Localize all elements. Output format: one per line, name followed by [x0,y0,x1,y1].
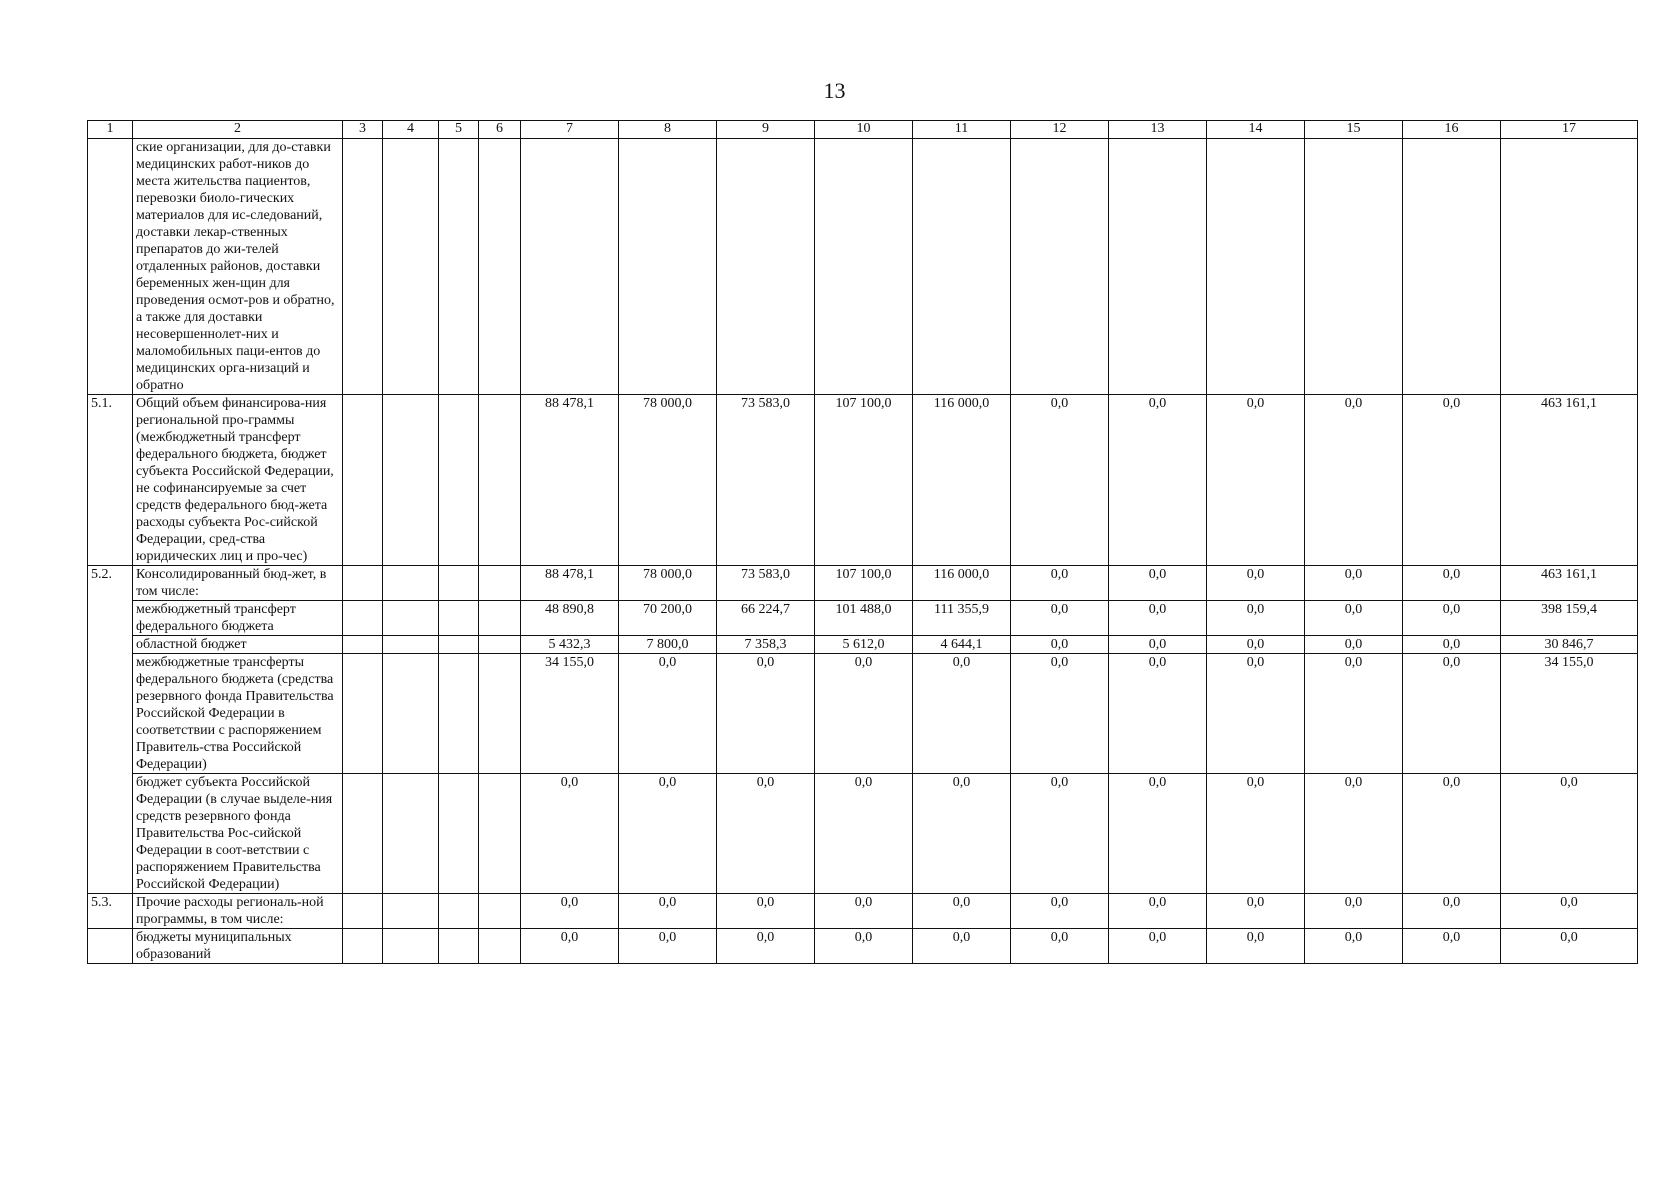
value-cell: 0,0 [913,929,1011,964]
empty-cell [439,774,479,894]
value-cell [717,139,815,395]
value-cell: 0,0 [1403,774,1501,894]
value-cell: 0,0 [1011,601,1109,636]
value-cell: 48 890,8 [521,601,619,636]
column-number-cell: 4 [383,121,439,139]
budget-table [87,120,1638,964]
empty-cell [383,636,439,654]
value-cell [1011,139,1109,395]
column-number-cell: 14 [1207,121,1305,139]
value-cell: 0,0 [815,774,913,894]
value-cell [913,139,1011,395]
value-cell: 0,0 [1011,929,1109,964]
value-cell: 101 488,0 [815,601,913,636]
empty-cell [383,139,439,395]
column-number-cell: 2 [133,121,343,139]
row-description-cell: межбюджетный трансферт федерального бюджета [133,601,343,636]
column-number-cell: 15 [1305,121,1403,139]
value-cell: 0,0 [619,894,717,929]
value-cell: 4 644,1 [913,636,1011,654]
value-cell: 0,0 [1011,395,1109,566]
value-cell: 0,0 [815,929,913,964]
empty-cell [343,566,383,601]
value-cell: 0,0 [1207,774,1305,894]
column-number-cell: 5 [439,121,479,139]
table-row [88,395,1638,566]
empty-cell [479,395,521,566]
value-cell: 0,0 [1207,929,1305,964]
value-cell [619,139,717,395]
row-description-cell: Общий объем финансирова-ния региональной про-граммы (межбюджетный трансферт федерального бюджета, бюджет субъекта Российской Федерации, не софинансируемые за счет средств федерального бюд-жета расходы субъекта Рос-сийской Федерации, сред-ства юридических лиц и про-чес) [133,395,343,566]
empty-cell [479,601,521,636]
value-cell: 0,0 [1109,601,1207,636]
value-cell: 0,0 [521,929,619,964]
column-number-cell: 3 [343,121,383,139]
value-cell: 0,0 [1011,894,1109,929]
value-cell [521,139,619,395]
column-number-row [88,121,1638,139]
value-cell: 30 846,7 [1501,636,1638,654]
value-cell: 0,0 [1109,395,1207,566]
value-cell: 78 000,0 [619,566,717,601]
value-cell: 463 161,1 [1501,395,1638,566]
value-cell: 0,0 [717,774,815,894]
value-cell: 0,0 [1109,636,1207,654]
value-cell: 34 155,0 [1501,654,1638,774]
empty-cell [343,636,383,654]
empty-cell [383,566,439,601]
empty-cell [479,654,521,774]
value-cell: 0,0 [1207,566,1305,601]
value-cell: 0,0 [1305,774,1403,894]
value-cell: 88 478,1 [521,566,619,601]
value-cell: 0,0 [1305,654,1403,774]
value-cell: 0,0 [913,894,1011,929]
value-cell: 0,0 [1011,774,1109,894]
value-cell: 73 583,0 [717,566,815,601]
value-cell: 70 200,0 [619,601,717,636]
value-cell: 0,0 [1109,774,1207,894]
row-index-cell: 5.2. [88,566,133,894]
row-index-cell: 5.3. [88,894,133,929]
empty-cell [383,774,439,894]
value-cell: 0,0 [619,929,717,964]
value-cell: 0,0 [1011,654,1109,774]
value-cell: 0,0 [1501,929,1638,964]
value-cell: 5 432,3 [521,636,619,654]
value-cell: 0,0 [1305,566,1403,601]
value-cell: 111 355,9 [913,601,1011,636]
value-cell: 0,0 [1305,929,1403,964]
column-number-cell: 17 [1501,121,1638,139]
column-number-cell: 8 [619,121,717,139]
row-index-cell [88,139,133,395]
empty-cell [383,929,439,964]
empty-cell [479,566,521,601]
empty-cell [439,636,479,654]
row-index-cell [88,929,133,964]
table-row [88,929,1638,964]
empty-cell [343,601,383,636]
value-cell: 0,0 [1305,601,1403,636]
value-cell: 0,0 [619,774,717,894]
value-cell: 0,0 [1403,601,1501,636]
row-description-cell: ские организации, для до-ставки медицинских работ-ников до места жительства пациентов, перевозки биоло-гических материалов для ис-следований, доставки лекар-ственных препаратов до жи-телей отдаленных районов, доставки беременных жен-щин для проведения осмот-ров и обратно, а также для доставки несовершеннолет-них и маломобильных паци-ентов до медицинских орга-низаций и обратно [133,139,343,395]
value-cell: 0,0 [717,929,815,964]
column-number-cell: 13 [1109,121,1207,139]
row-index-cell: 5.1. [88,395,133,566]
value-cell: 0,0 [521,774,619,894]
value-cell: 0,0 [1109,654,1207,774]
empty-cell [479,774,521,894]
empty-cell [439,395,479,566]
value-cell: 73 583,0 [717,395,815,566]
value-cell: 0,0 [1011,636,1109,654]
empty-cell [439,894,479,929]
value-cell: 0,0 [1403,395,1501,566]
value-cell: 0,0 [913,774,1011,894]
value-cell: 0,0 [815,894,913,929]
value-cell: 0,0 [1207,636,1305,654]
empty-cell [439,601,479,636]
empty-cell [343,929,383,964]
value-cell [1305,139,1403,395]
value-cell: 463 161,1 [1501,566,1638,601]
value-cell: 0,0 [1403,636,1501,654]
empty-cell [479,929,521,964]
page-number: 13 [823,78,846,103]
value-cell: 0,0 [717,894,815,929]
row-description-cell: Прочие расходы региональ-ной программы, в том числе: [133,894,343,929]
value-cell: 0,0 [1403,894,1501,929]
value-cell: 0,0 [1403,929,1501,964]
empty-cell [383,894,439,929]
value-cell: 0,0 [1305,636,1403,654]
value-cell: 116 000,0 [913,395,1011,566]
value-cell: 0,0 [1207,894,1305,929]
table-row [88,566,1638,601]
value-cell [1501,139,1638,395]
empty-cell [343,774,383,894]
row-description-cell: бюджет субъекта Российской Федерации (в случае выделе-ния средств резервного фонда Правительства Рос-сийской Федерации в соот-ветствии с распоряжением Правительства Российской Федерации) [133,774,343,894]
empty-cell [439,566,479,601]
value-cell: 0,0 [619,654,717,774]
column-number-cell: 1 [88,121,133,139]
value-cell: 0,0 [1403,566,1501,601]
value-cell: 0,0 [1207,395,1305,566]
table-body [88,121,1638,964]
column-number-cell: 7 [521,121,619,139]
value-cell: 398 159,4 [1501,601,1638,636]
value-cell: 88 478,1 [521,395,619,566]
column-number-cell: 9 [717,121,815,139]
table-row [88,636,1638,654]
empty-cell [383,601,439,636]
value-cell: 0,0 [1207,654,1305,774]
value-cell: 0,0 [1501,774,1638,894]
empty-cell [479,139,521,395]
value-cell: 0,0 [1207,601,1305,636]
column-number-cell: 12 [1011,121,1109,139]
value-cell: 0,0 [1109,894,1207,929]
empty-cell [343,395,383,566]
empty-cell [439,139,479,395]
table-row [88,654,1638,774]
value-cell [1207,139,1305,395]
empty-cell [479,636,521,654]
table-row [88,601,1638,636]
value-cell: 0,0 [1501,894,1638,929]
column-number-cell: 10 [815,121,913,139]
value-cell [1403,139,1501,395]
value-cell: 5 612,0 [815,636,913,654]
value-cell [815,139,913,395]
value-cell: 0,0 [1109,929,1207,964]
table-row [88,894,1638,929]
row-description-cell: межбюджетные трансферты федерального бюджета (средства резервного фонда Правительства Российской Федерации в соответствии с распоряжением Правитель-ства Российской Федерации) [133,654,343,774]
value-cell: 66 224,7 [717,601,815,636]
value-cell: 78 000,0 [619,395,717,566]
value-cell: 107 100,0 [815,395,913,566]
value-cell: 7 800,0 [619,636,717,654]
empty-cell [343,654,383,774]
empty-cell [439,929,479,964]
value-cell: 0,0 [1109,566,1207,601]
table-row [88,774,1638,894]
value-cell: 0,0 [521,894,619,929]
value-cell: 0,0 [913,654,1011,774]
value-cell: 0,0 [815,654,913,774]
row-description-cell: Консолидированный бюд-жет, в том числе: [133,566,343,601]
value-cell: 107 100,0 [815,566,913,601]
value-cell: 34 155,0 [521,654,619,774]
table-row [88,139,1638,395]
value-cell: 0,0 [1011,566,1109,601]
empty-cell [343,139,383,395]
column-number-cell: 11 [913,121,1011,139]
empty-cell [343,894,383,929]
value-cell: 7 358,3 [717,636,815,654]
empty-cell [439,654,479,774]
value-cell: 0,0 [1305,894,1403,929]
empty-cell [479,894,521,929]
value-cell: 116 000,0 [913,566,1011,601]
row-description-cell: областной бюджет [133,636,343,654]
empty-cell [383,395,439,566]
row-description-cell: бюджеты муниципальных образований [133,929,343,964]
value-cell [1109,139,1207,395]
value-cell: 0,0 [717,654,815,774]
value-cell: 0,0 [1305,395,1403,566]
value-cell: 0,0 [1403,654,1501,774]
column-number-cell: 6 [479,121,521,139]
column-number-cell: 16 [1403,121,1501,139]
empty-cell [383,654,439,774]
